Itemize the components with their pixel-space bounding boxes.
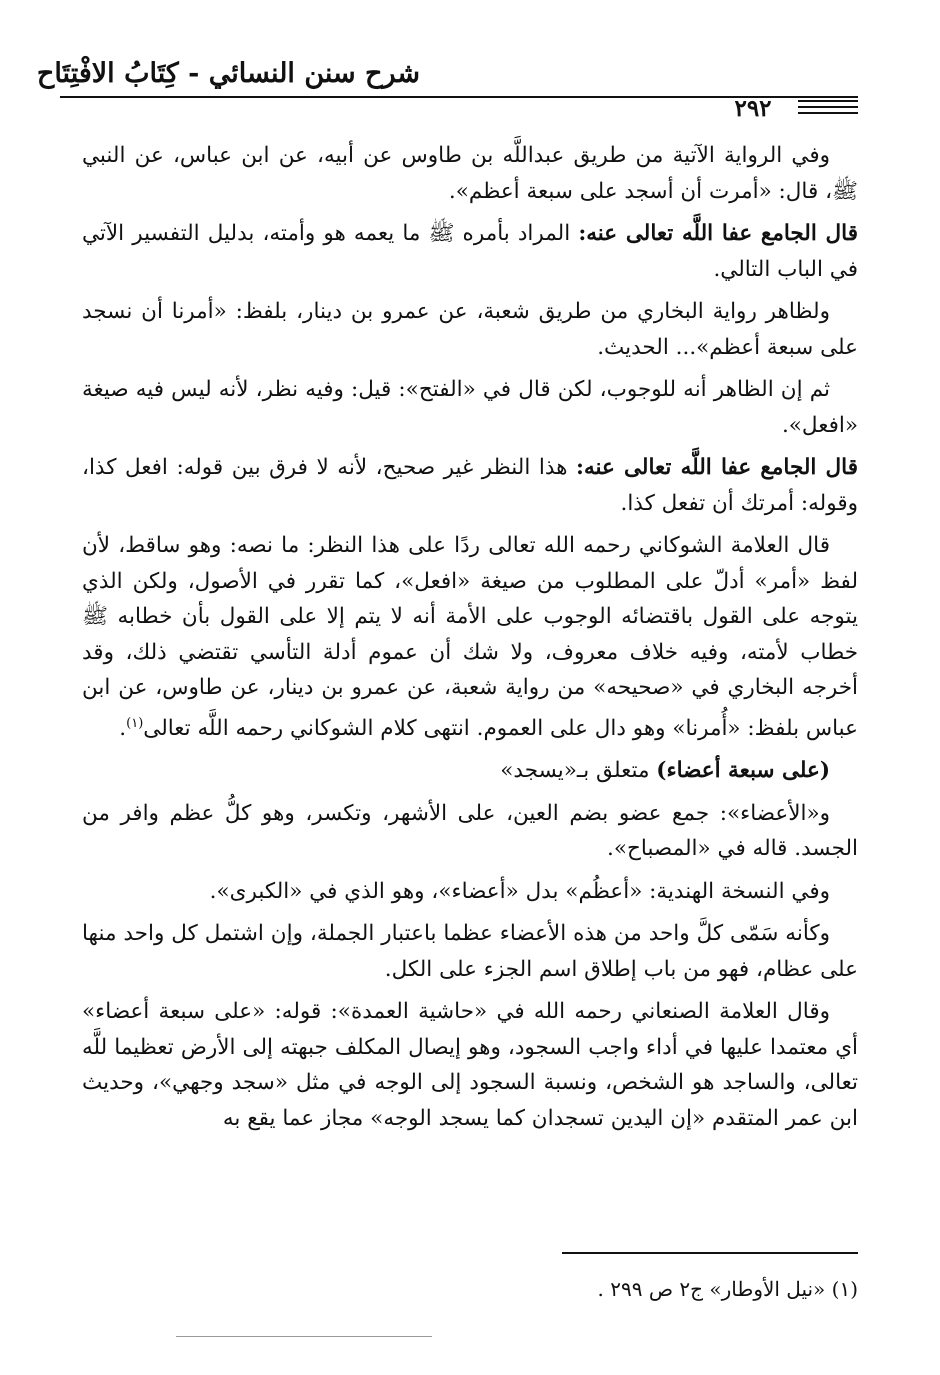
- paragraph-3: ولظاهر رواية البخاري من طريق شعبة، عن عمرو بن دينار، بلفظ: «أمرنا أن نسجد على سبعة أعظم»... الحديث.: [82, 299, 858, 360]
- main-text: [82, 138, 858, 1143]
- running-header-title: شرح سنن النسائي - كِتَابُ الافْتِتَاح: [36, 58, 420, 89]
- paragraph-10: وكأنه سَمّى كلَّ واحد من هذه الأعضاء عظما باعتبار الجملة، وإن اشتمل كل واحد منها على عظام، فهو من باب إطلاق اسم الجزء على الكل.: [82, 921, 858, 982]
- bottom-rule: [176, 1336, 432, 1337]
- paragraph-4: ثم إن الظاهر أنه للوجوب، لكن قال في «الفتح»: قيل: وفيه نظر، لأنه ليس فيه صيغة «افعل».: [82, 377, 858, 438]
- paragraph-11: وقال العلامة الصنعاني رحمه الله في «حاشية العمدة»: قوله: «على سبعة أعضاء» أي معتمدا عليها في أداء واجب السجود، وهو إيصال المكلف جبهته إلى الأرض تعظيما للَّه تعالى، والساجد هو الشخص، ونسبة السجود إلى الوجه في مثل «سجد وجهي»، وحديث ابن عمر المتقدم «إن اليدين تسجدان كما يسجد الوجه» مجاز عما يقع به: [82, 999, 858, 1131]
- page-number-rule-3: [798, 112, 858, 114]
- paragraph-7-text: متعلق بـ«يسجد»: [500, 758, 657, 784]
- paragraph-2-lead: قال الجامع عفا اللَّه تعالى عنه:: [578, 221, 859, 246]
- paragraph-2-text: المراد بأمره ﷺ ما يعمه هو وأمته، بدليل التفسير الآتي في الباب التالي.: [82, 221, 858, 282]
- paragraph-8: و«الأعضاء»: جمع عضو بضم العين، على الأشهر، وتكسر، وهو كلُّ عظم وافر من الجسد. قاله في «المصباح».: [82, 800, 858, 862]
- paragraph-6: قال العلامة الشوكاني رحمه الله تعالى ردًا على هذا النظر: ما نصه: وهو ساقط، لأن لفظ «أمر» أدلّ على المطلوب من صيغة «افعل»، كما تقرر في الأصول، ولكن الذي يتوجه على القول باقتضائه الوجوب على الأمة أنه لا يتم إلا على القول بأن خطابه ﷺ خطاب لأمته، وفيه خلاف معروف، ولا شك أن عموم أدلة التأسي تقتضي ذلك، وقد أخرجه البخاري في «صحيحه» من رواية شعبة، عن عمرو بن دينار، عن طاوس، عن ابن عباس بلفظ: «أُمرنا» وهو دال على العموم. انتهى كلام الشوكاني رحمه اللَّه تعالى$^{(١)}$.: [82, 533, 858, 741]
- footnote: (١) «نيل الأوطار» ج٢ ص ٢٩٩ .: [597, 1277, 858, 1301]
- paragraph-5-lead: قال الجامع عفا اللَّه تعالى عنه:: [576, 455, 858, 480]
- paragraph-5: [82, 450, 858, 521]
- paragraph-1: وفي الرواية الآتية من طريق عبداللَّه بن طاوس عن أبيه، عن ابن عباس، عن النبي ﷺ، قال: «أمرت أن أسجد على سبعة أعظم».: [82, 143, 858, 204]
- paragraph-6-text: قال العلامة الشوكاني رحمه الله تعالى ردًا على هذا النظر: ما نصه: وهو ساقط، لأن لفظ «أمر» أدلّ على المطلوب من صيغة «افعل»، كما تقرر في الأصول، ولكن الذي يتوجه على القول باقتضائه الوجوب على الأمة أنه لا يتم إلا على القول بأن خطابه ﷺ خطاب لأمته، وفيه خلاف معروف، ولا شك أن عموم أدلة التأسي تقتضي ذلك، وقد أخرجه البخاري في «صحيحه» من رواية شعبة، عن عمرو بن دينار، عن طاوس، عن ابن عباس بلفظ: «أُمرنا» وهو دال على العموم. انتهى كلام الشوكاني رحمه اللَّه تعالى: [82, 533, 858, 741]
- page-number-rule-2: [798, 106, 858, 108]
- page-number-rule-1: [798, 100, 858, 102]
- paragraph-7: [82, 753, 858, 789]
- page-number: ٢٩٢: [734, 95, 772, 122]
- paragraph-5-text: هذا النظر غير صحيح، لأنه لا فرق بين قوله: افعل كذا، وقوله: أمرتك أن تفعل كذا.: [82, 455, 858, 516]
- footnote-marker: (١): [126, 715, 144, 731]
- paragraph-7-lead: (على سبعة أعضاء): [656, 758, 830, 784]
- paragraph-9: وفي النسخة الهندية: «أعظُم» بدل «أعضاء»، وهو الذي في «الكبرى».: [209, 878, 830, 904]
- paragraph-2: [82, 216, 858, 287]
- footnote-rule: [562, 1252, 858, 1254]
